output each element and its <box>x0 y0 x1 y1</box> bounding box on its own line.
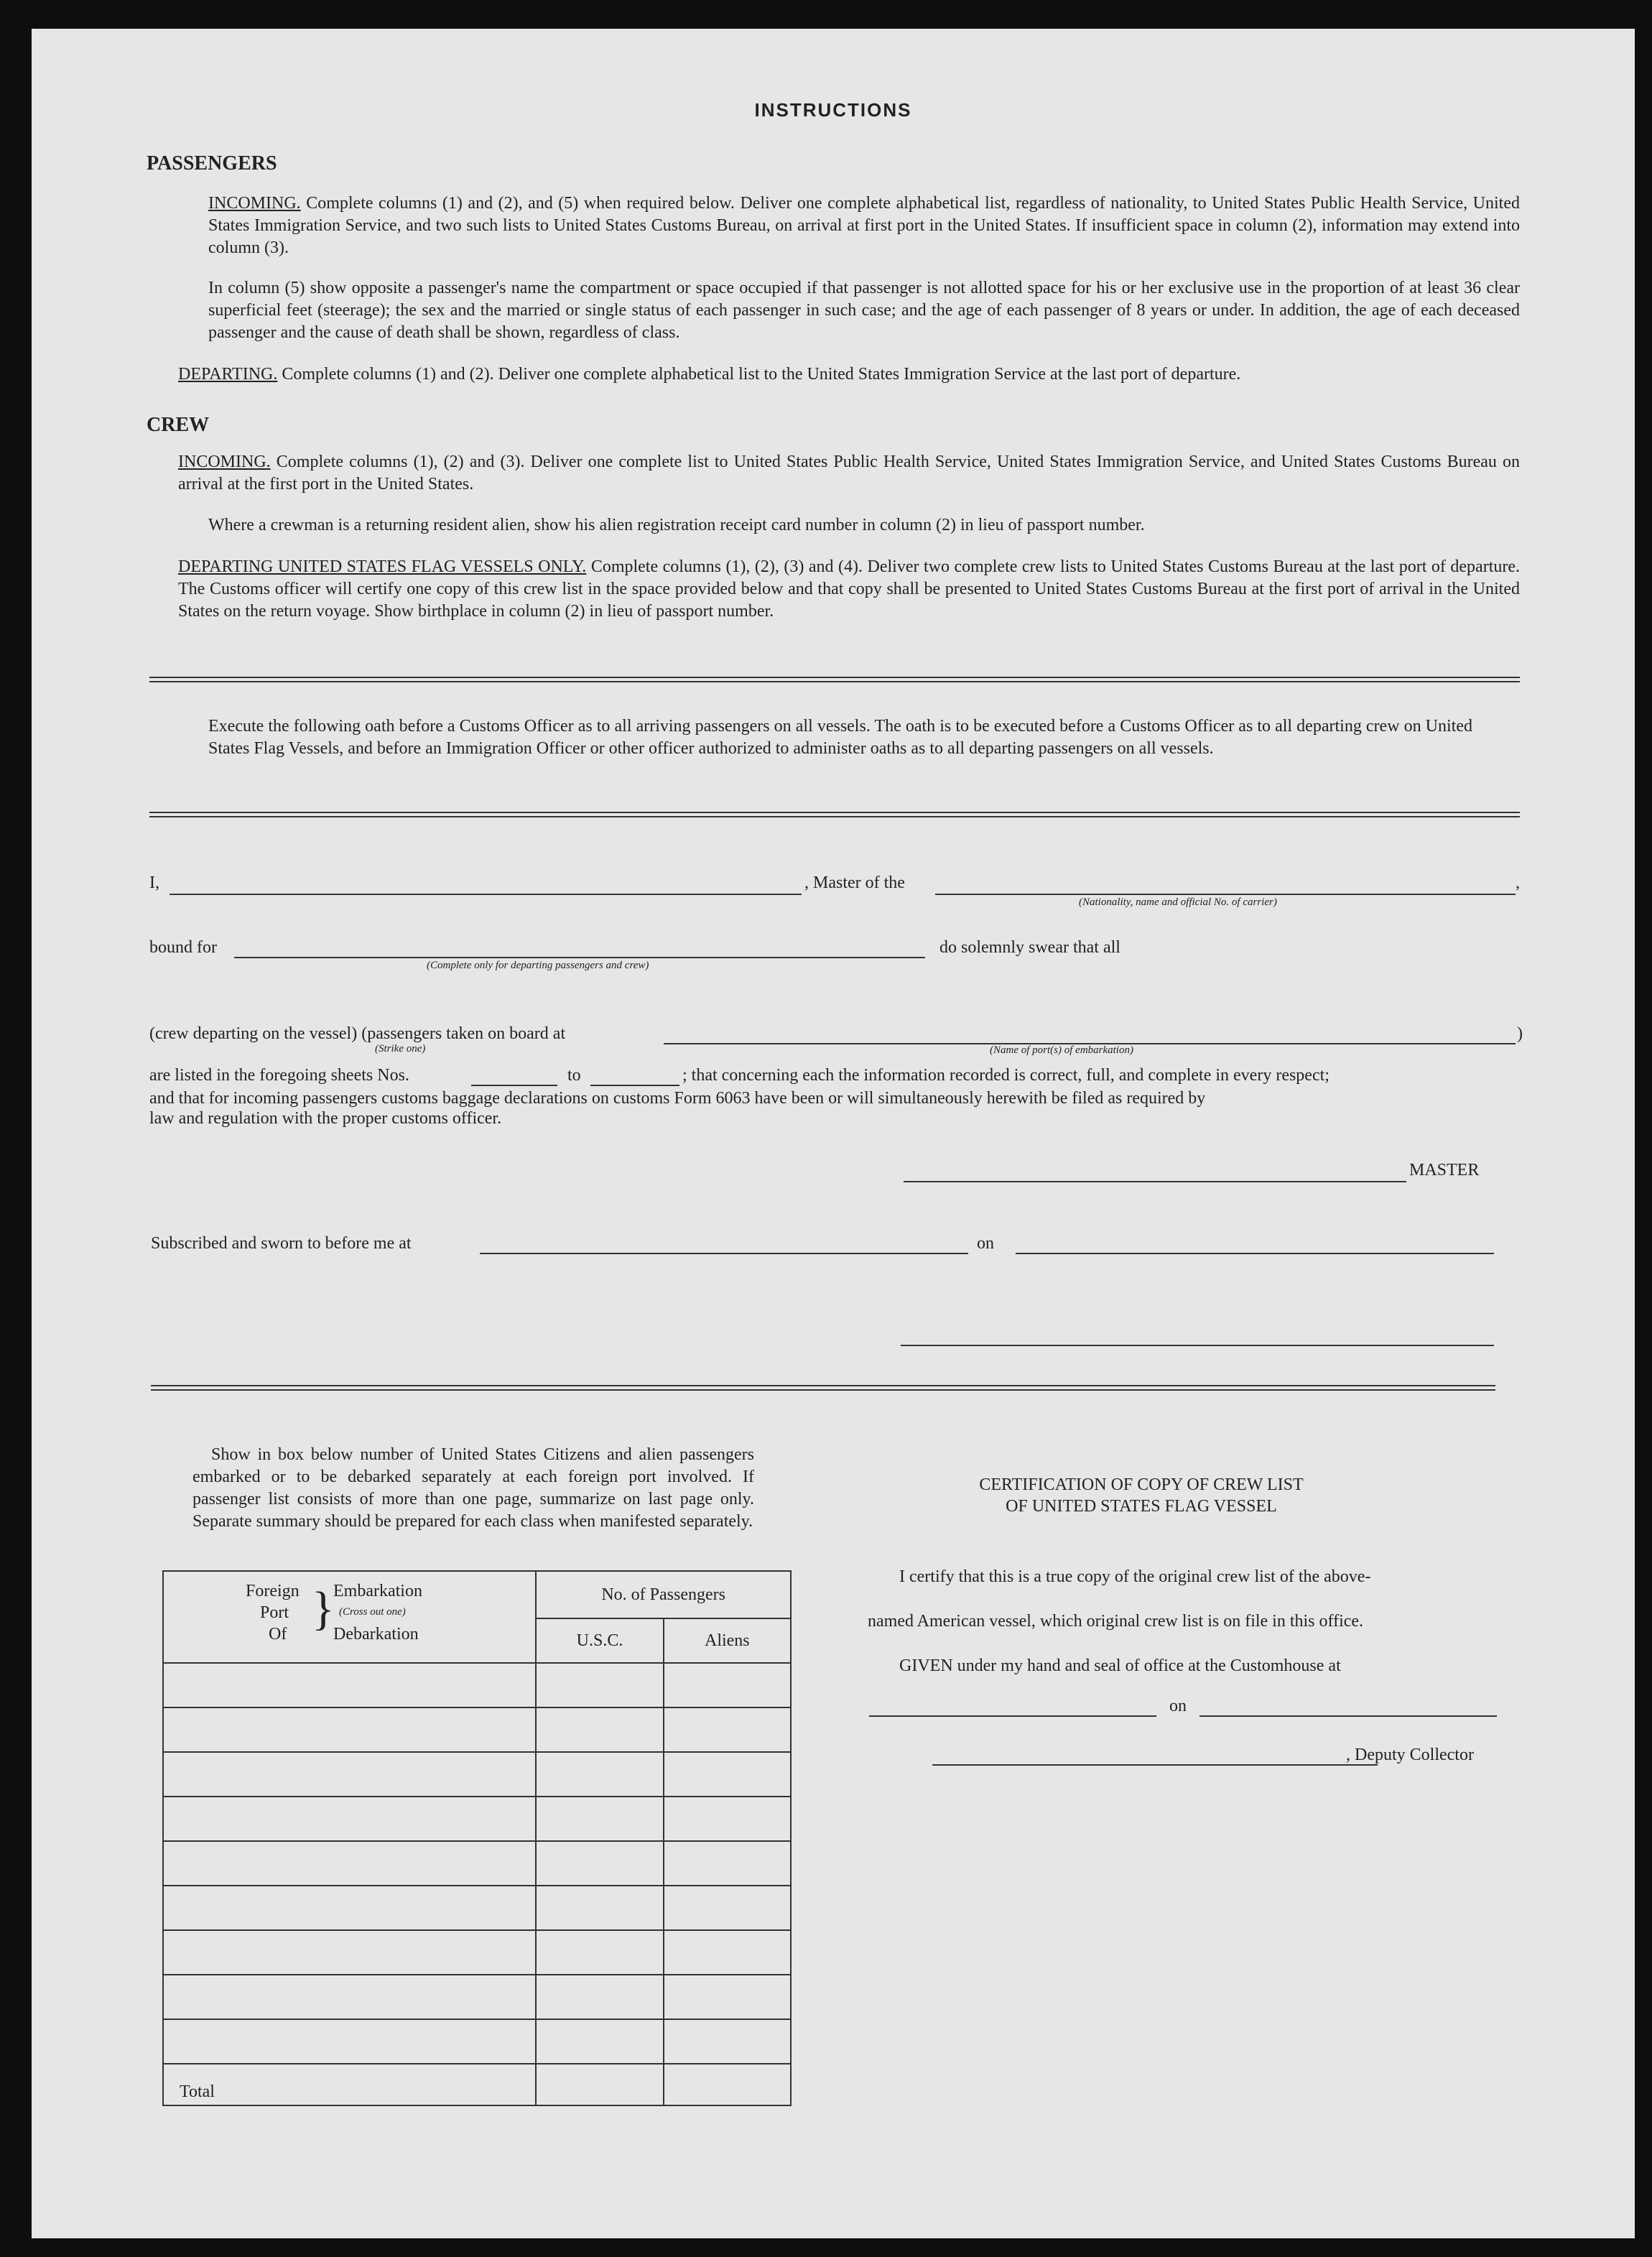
usc-cell[interactable] <box>536 1886 663 1930</box>
foreign-label: Foreign <box>246 1582 300 1600</box>
aliens-cell[interactable] <box>664 1886 791 1930</box>
subscribed-place-field[interactable] <box>480 1253 968 1254</box>
passengers-incoming-label: INCOMING. <box>208 194 301 213</box>
passengers-incoming-text: Complete columns (1) and (2), and (5) when required below. Deliver one complete alphabetical list, regardless of nationality, to United States Public Health Service, United States Immigration Service, and two such lists to United States Customs Bureau, on arrival at first port in the United States. If insufficient space in column (2), information may extend into column (3). <box>208 194 1520 257</box>
aliens-cell[interactable] <box>664 1707 791 1752</box>
usc-cell[interactable] <box>536 1841 663 1886</box>
sheets-listed-rest: ; that concerning each the information recorded is correct, full, and complete in every respect; <box>682 1066 1330 1085</box>
usc-total-cell[interactable] <box>536 2064 663 2105</box>
carrier-field[interactable] <box>935 894 1516 895</box>
aliens-cell[interactable] <box>664 1797 791 1841</box>
certify-line2: named American vessel, which original crew list is on file in this office. <box>868 1612 1364 1631</box>
port-cell[interactable] <box>163 1930 536 1975</box>
embarkation-close-paren: ) <box>1517 1024 1523 1043</box>
usc-cell[interactable] <box>536 1752 663 1797</box>
certification-title-line2: OF UNITED STATES FLAG VESSEL <box>1006 1497 1277 1516</box>
port-cell[interactable] <box>163 1752 536 1797</box>
foreign-port-header <box>163 1571 536 1663</box>
crew-heading: CREW <box>147 414 210 436</box>
of-label: Of <box>269 1625 287 1644</box>
crew-resident-paragraph: Where a crewman is a returning resident alien, show his alien registration receipt card number in column (2) in lieu of passport number. <box>208 516 1145 534</box>
certification-on-label: on <box>1169 1697 1187 1715</box>
master-signature-label: MASTER <box>1409 1161 1480 1180</box>
passengers-heading: PASSENGERS <box>147 152 277 175</box>
given-line: GIVEN under my hand and seal of office at the Customhouse at <box>899 1656 1341 1675</box>
subscribed-date-field[interactable] <box>1016 1253 1494 1254</box>
embarkation-port-hint: (Name of port(s) of embarkation) <box>990 1044 1133 1056</box>
sheet-to-field[interactable] <box>590 1085 679 1086</box>
cross-out-hint: (Cross out one) <box>339 1606 406 1618</box>
sheets-listed-prefix: are listed in the foregoing sheets Nos. <box>149 1066 409 1085</box>
aliens-cell[interactable] <box>664 1752 791 1797</box>
crew-passengers-option: (crew departing on the vessel) (passengers taken on board at <box>149 1024 566 1043</box>
passengers-departing-paragraph <box>178 363 1520 386</box>
sheets-listed-line2: and that for incoming passengers customs baggage declarations on customs Form 6063 have been or will simultaneously herewith be filed as required by <box>149 1089 1206 1108</box>
port-cell[interactable] <box>163 2019 536 2064</box>
port-cell[interactable] <box>163 1707 536 1752</box>
aliens-cell[interactable] <box>664 1841 791 1886</box>
master-name-field[interactable] <box>170 894 802 895</box>
instructions-title: INSTRUCTIONS <box>754 99 912 121</box>
certification-title-line1: CERTIFICATION OF COPY OF CREW LIST <box>979 1475 1304 1494</box>
port-cell[interactable] <box>163 1841 536 1886</box>
subscribed-label: Subscribed and sworn to before me at <box>151 1234 412 1253</box>
crew-incoming-paragraph <box>178 451 1520 496</box>
form-page <box>32 29 1635 2238</box>
port-label: Port <box>260 1603 289 1622</box>
usc-cell[interactable] <box>536 1797 663 1841</box>
no-passengers-header: No. of Passengers <box>536 1571 791 1618</box>
subscribed-on-label: on <box>977 1234 994 1253</box>
officer-signature-field[interactable] <box>901 1345 1494 1346</box>
certify-line1: I certify that this is a true copy of the original crew list of the above- <box>899 1567 1371 1586</box>
oath-intro: Execute the following oath before a Customs Officer as to all arriving passengers on all vessels. The oath is to be executed before a Customs Officer as to all departing crew on United States Flag Vessels, and before an Immigration Officer or other officer authorized to administer oaths as to all departing passengers on all vessels. <box>208 717 1472 758</box>
summary-instructions: Show in box below number of United States Citizens and alien passengers embarked or to be debarked separately at each foreign port involved. If passenger list consists of more than one page, summarize on last page only. Separate summary should be prepared for each class when manifested separately. <box>192 1445 754 1531</box>
section-divider <box>149 677 1520 682</box>
section-divider <box>151 1385 1495 1391</box>
usc-header: U.S.C. <box>536 1618 663 1663</box>
passengers-departing-text: Complete columns (1) and (2). Deliver one complete alphabetical list to the United States Immigration Service at the last port of departure. <box>282 365 1241 384</box>
customhouse-place-field[interactable] <box>869 1715 1156 1717</box>
certification-date-field[interactable] <box>1199 1715 1497 1717</box>
carrier-hint: (Nationality, name and official No. of carrier) <box>1079 896 1277 908</box>
usc-cell[interactable] <box>536 1975 663 2019</box>
aliens-header: Aliens <box>664 1618 791 1663</box>
master-signature-field[interactable] <box>904 1181 1406 1182</box>
section-divider <box>149 812 1520 817</box>
deputy-collector-label: , Deputy Collector <box>1346 1746 1474 1764</box>
sheets-listed-line3: law and regulation with the proper customs officer. <box>149 1109 502 1128</box>
usc-cell[interactable] <box>536 1707 663 1752</box>
carrier-comma: , <box>1516 873 1520 892</box>
usc-cell[interactable] <box>536 1663 663 1707</box>
aliens-total-cell[interactable] <box>664 2064 791 2105</box>
brace-icon: } <box>312 1582 335 1635</box>
usc-cell[interactable] <box>536 2019 663 2064</box>
usc-cell[interactable] <box>536 1930 663 1975</box>
passengers-column5-paragraph: In column (5) show opposite a passenger's name the compartment or space occupied if that passenger is not allotted space for his or her exclusive use in the proportion of at least 36 clear superficial feet (steerage); the sex and the married or single status of each passenger in such case; and the age of each passenger of 8 years or under. In addition, the age of each deceased passenger and the cause of death shall be shown, regardless of class. <box>208 279 1520 342</box>
passengers-departing-label: DEPARTING. <box>178 365 278 384</box>
aliens-cell[interactable] <box>664 2019 791 2064</box>
bound-for-hint: (Complete only for departing passengers and crew) <box>427 960 649 971</box>
bound-for-field[interactable] <box>234 957 925 958</box>
embarkation-label: Embarkation <box>333 1582 422 1600</box>
crew-incoming-label: INCOMING. <box>178 453 271 471</box>
strike-one-hint: (Strike one) <box>375 1043 426 1055</box>
swear-label: do solemnly swear that all <box>939 938 1120 957</box>
port-cell[interactable] <box>163 1975 536 2019</box>
total-label: Total <box>163 2064 536 2105</box>
sheets-to-label: to <box>567 1066 581 1085</box>
passenger-summary-table <box>162 1570 792 2106</box>
crew-incoming-text: Complete columns (1), (2) and (3). Deliver one complete list to United States Public Health Service, United States Immigration Service, and United States Customs Bureau on arrival at the first port in the United States. <box>178 453 1520 493</box>
master-of-label: , Master of the <box>804 873 905 892</box>
bound-for-label: bound for <box>149 938 217 957</box>
crew-departing-paragraph <box>178 556 1520 623</box>
deputy-collector-signature-field[interactable] <box>932 1764 1378 1766</box>
oath-i-label: I, <box>149 873 159 892</box>
debarkation-label: Debarkation <box>333 1625 419 1644</box>
port-cell[interactable] <box>163 1663 536 1707</box>
sheet-from-field[interactable] <box>471 1085 557 1086</box>
aliens-cell[interactable] <box>664 1663 791 1707</box>
crew-departing-text: Complete columns (1), (2), (3) and (4). Deliver two complete crew lists to United States Customs Bureau at the last port of departure. The Customs officer will certify one copy of this crew list in the space provided below and that copy shall be presented to United States Customs Bureau at the first port of arrival in the United States on the return voyage. Show birthplace in column (2) in lieu of passport number. <box>178 557 1521 621</box>
crew-departing-label: DEPARTING UNITED STATES FLAG VESSELS ONLY. <box>178 557 587 576</box>
port-cell[interactable] <box>163 1797 536 1841</box>
port-cell[interactable] <box>163 1886 536 1930</box>
passengers-incoming-paragraph <box>208 193 1520 259</box>
aliens-cell[interactable] <box>664 1975 791 2019</box>
aliens-cell[interactable] <box>664 1930 791 1975</box>
